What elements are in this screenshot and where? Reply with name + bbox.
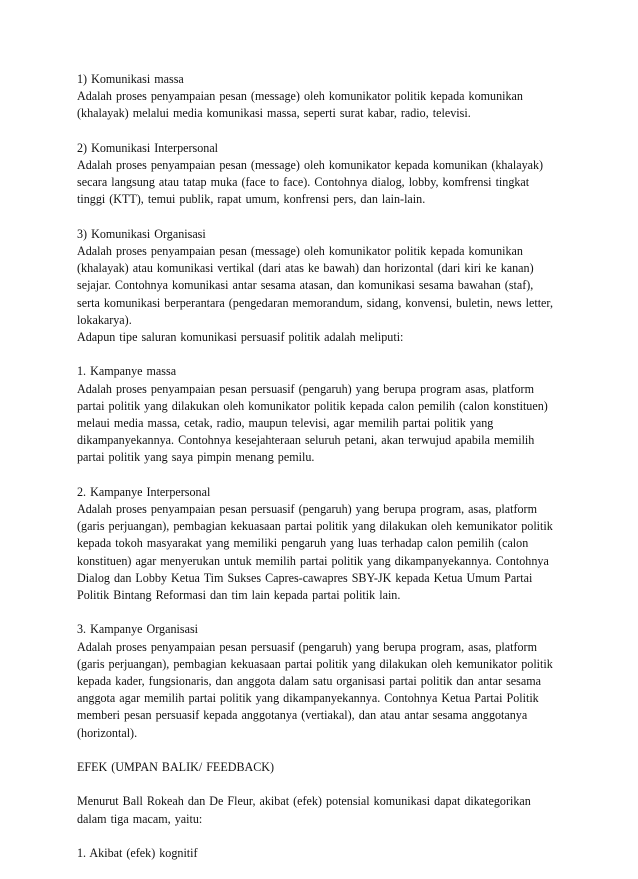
section-akibat-kognitif (77, 845, 557, 862)
text-line: Adapun tipe saluran komunikasi persuasif politik adalah meliputi: (77, 330, 404, 345)
section-kampanye-organisasi (77, 621, 557, 741)
section-kampanye-interpersonal (77, 484, 557, 604)
section-heading: 1. Akibat (efek) kognitif (77, 846, 198, 861)
text-line: lokakarya). (77, 312, 132, 327)
text-line: (garis perjuangan), pembagian kekuasaan partai politik yang dilakukan oleh kemunikator politik (77, 656, 553, 671)
section-menurut-ball-rokeah (77, 793, 557, 827)
section-heading: 1. Kampanye massa (77, 364, 177, 379)
section-efek-heading (77, 759, 557, 776)
text-line: kepada kader, fungsionaris, dan anggota dalam satu organisasi partai politik dan antar sesama (77, 674, 541, 689)
text-line: (horizontal). (77, 725, 138, 740)
text-line: tinggi (KTT), temui publik, rapat umum, konfrensi pers, dan lain-lain. (77, 192, 426, 207)
document-body (77, 71, 557, 879)
text-line: dalam tiga macam, yaitu: (77, 811, 203, 826)
text-line: Adalah proses penyampaian pesan (message) oleh komunikator politik kepada komunikan (77, 89, 523, 104)
text-line: (khalayak) melalui media komunikasi massa, seperti surat kabar, radio, televisi. (77, 106, 471, 121)
text-line: dikampanyekannya. Contohnya kesejahteraan seluruh petani, akan terwujud apabila memilih (77, 433, 535, 448)
text-line: serta komunikasi berperantara (pengedaran memorandum, sidang, konvensi, buletin, news letter, (77, 295, 553, 310)
section-heading: 1) Komunikasi massa (77, 72, 184, 86)
text-line: (khalayak) atau komunikasi vertikal (dari atas ke bawah) dan horizontal (dari kiri ke kanan) (77, 261, 534, 276)
text-line: memberi pesan persuasif kepada anggotanya (vertiakal), dan atau antar sesama anggotanya (77, 708, 528, 723)
section-heading: 2. Kampanye Interpersonal (77, 484, 211, 499)
text-line: Adalah proses penyampaian pesan persuasif (pengaruh) yang berupa program, asas, platform (77, 502, 537, 517)
text-line: Adalah proses penyampaian pesan (message) oleh komunikator kepada komunikan (khalayak) (77, 158, 544, 172)
section-komunikasi-interpersonal (77, 140, 557, 209)
section-heading: EFEK (UMPAN BALIK/ FEEDBACK) (77, 760, 275, 775)
text-line: Dialog dan Lobby Ketua Tim Sukses Capres-cawapres SBY-JK kepada Ketua Umum Partai (77, 570, 533, 585)
text-line: konstituen) agar menyerukan untuk memilih partai politik yang dikampanyekannya. Contohnya (77, 553, 549, 568)
text-line: Politik Bintang Reformasi dan tim lain kepada partai politik lain. (77, 588, 401, 603)
text-line: (garis perjuangan), pembagian kekuasaan partai politik yang dilakukan oleh kemunikator politik (77, 519, 553, 534)
section-heading: 3) Komunikasi Organisasi (77, 226, 206, 241)
paragraph-line: Menurut Ball Rokeah dan De Fleur, akibat (efek) potensial komunikasi dapat dikategorikan (77, 794, 531, 809)
text-line: Adalah proses penyampaian pesan persuasif (pengaruh) yang berupa program, asas, platform (77, 639, 537, 654)
text-line: partai politik yang dilakukan oleh komunikator politik kepada calon pemilih (calon konstituen) (77, 398, 548, 413)
text-line: Adalah proses penyampaian pesan persuasif (pengaruh) yang berupa program asas, platform (77, 381, 534, 396)
section-komunikasi-massa (77, 71, 557, 123)
text-line: Adalah proses penyampaian pesan (message) oleh komunikator politik kepada komunikan (77, 244, 523, 258)
text-line: partai politik yang saya pimpin menang pemilu. (77, 450, 315, 465)
text-line: sejajar. Contohnya komunikasi antar sesama atasan, dan komunikasi sesama bawahan (staf), (77, 278, 534, 293)
section-heading: 2) Komunikasi Interpersonal (77, 140, 219, 155)
section-kampanye-massa (77, 363, 557, 466)
text-line: secara langsung atau tatap muka (face to face). Contohnya dialog, lobby, komfrensi tingkat (77, 175, 530, 190)
text-line: melaui media massa, cetak, radio, maupun televisi, agar memilih partai politik yang (77, 416, 494, 431)
section-komunikasi-organisasi (77, 226, 557, 346)
text-line: anggota agar memilih partai politik yang dikampanyekannya. Contohnya Ketua Partai Politik (77, 691, 539, 706)
section-heading: 3. Kampanye Organisasi (77, 622, 199, 637)
text-line: kepada tokoh masyarakat yang memiliki pengaruh yang luas terhadap calon pemilih (calon (77, 536, 529, 551)
